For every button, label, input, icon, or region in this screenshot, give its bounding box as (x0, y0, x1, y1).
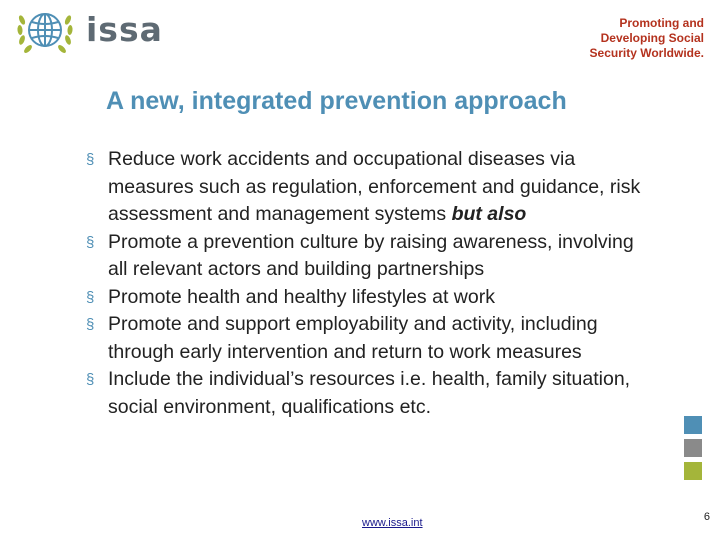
bullet-item (86, 229, 646, 284)
bullet-text: Promote health and healthy lifestyles at work (108, 285, 495, 308)
tagline-line: Security Worldwide. (589, 46, 704, 60)
page-number: 6 (703, 511, 710, 523)
bullet-item (86, 284, 646, 312)
bullet-marker: § (86, 316, 95, 333)
issa-logo (14, 4, 164, 60)
bullet-text: Promote a prevention culture by raising awareness, involving all relevant actors and building partnerships (108, 230, 634, 280)
blue-square (684, 416, 702, 434)
bullet-text: Include the individual’s resources i.e. health, family situation, social environment, qualifications etc. (108, 368, 631, 418)
bullet-item (86, 146, 646, 229)
decorative-squares (684, 416, 702, 485)
globe-laurel-icon (14, 4, 76, 60)
bullet-item (86, 311, 646, 366)
tagline-line: Promoting and (619, 16, 704, 30)
bullet-list (86, 146, 646, 421)
bullet-marker: § (86, 233, 95, 251)
bullet-text: Promote and support employability and activity, including through early intervention and return to work measures (108, 313, 598, 363)
tagline (504, 16, 704, 61)
website-link[interactable]: www.issa.int (362, 517, 423, 529)
green-square (684, 462, 702, 480)
logo-wordmark: issa (86, 10, 163, 49)
bullet-item (86, 366, 646, 421)
bullet-marker: § (86, 288, 95, 306)
bullet-marker: § (86, 151, 95, 168)
slide-title: A new, integrated prevention approach (106, 87, 567, 115)
tagline-line: Developing Social (600, 31, 704, 45)
bullet-text: Reduce work accidents and occupational diseases via measures such as regulation, enforcement and guidance, risk assessment and management systems (108, 148, 641, 225)
bullet-emphasis: but also (451, 203, 527, 225)
bullet-marker: § (86, 371, 95, 388)
grey-square (684, 439, 702, 457)
